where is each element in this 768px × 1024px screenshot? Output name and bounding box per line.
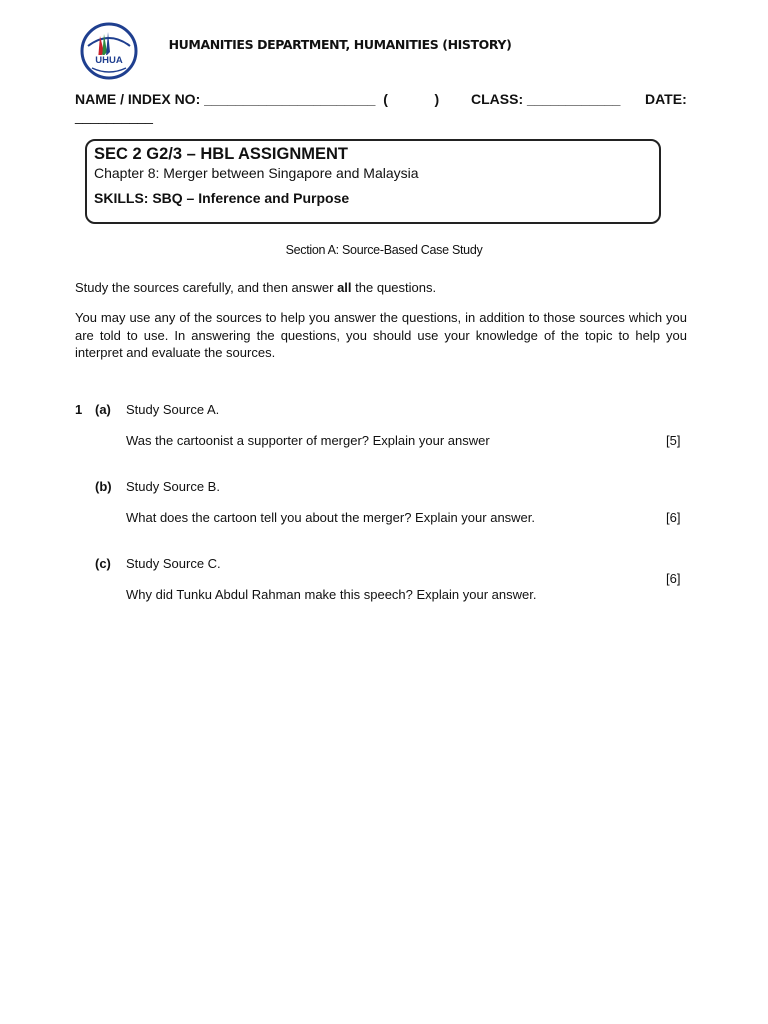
question-letter: (c)	[95, 556, 111, 571]
question-source: Study Source A.	[126, 402, 220, 417]
question-text: What does the cartoon tell you about the merger? Explain your answer.	[126, 510, 536, 525]
section-title: Section A: Source-Based Case Study	[285, 243, 483, 257]
name-index-field[interactable]: NAME / INDEX NO: ______________________ ( )	[75, 91, 440, 107]
question-source: Study Source B.	[126, 479, 220, 494]
date-label: DATE:	[645, 91, 687, 107]
class-field[interactable]: CLASS: ____________	[471, 91, 621, 107]
question-marks: [5]	[666, 433, 681, 448]
skills-line: SKILLS: SBQ – Inference and Purpose	[94, 190, 350, 206]
chapter-title: Chapter 8: Merger between Singapore and Malaysia	[94, 165, 419, 181]
question-letter: (a)	[95, 402, 111, 417]
logo-text: UHUA	[95, 55, 123, 66]
assignment-title: SEC 2 G2/3 – HBL ASSIGNMENT	[94, 145, 348, 163]
date-field[interactable]: __________	[75, 108, 153, 124]
question-marks: [6]	[666, 571, 681, 586]
student-details-row	[75, 91, 687, 111]
question-text: Was the cartoonist a supporter of merger? Explain your answer	[126, 433, 490, 448]
question-letter: (b)	[95, 479, 112, 494]
question-marks: [6]	[666, 510, 681, 525]
instruction-2: You may use any of the sources to help you answer the questions, in addition to those sources which you are told to use. In answering the questions, you should use your knowledge of the topic to help you interpret and evaluate the sources.	[75, 310, 687, 360]
question-text: Why did Tunku Abdul Rahman make this speech? Explain your answer.	[126, 587, 537, 602]
department-heading: HUMANITIES DEPARTMENT, HUMANITIES (HISTORY)	[168, 37, 512, 52]
instruction-1: Study the sources carefully, and then answer all the questions.	[75, 280, 437, 295]
question-number: 1	[75, 402, 83, 417]
question-source: Study Source C.	[126, 556, 221, 571]
